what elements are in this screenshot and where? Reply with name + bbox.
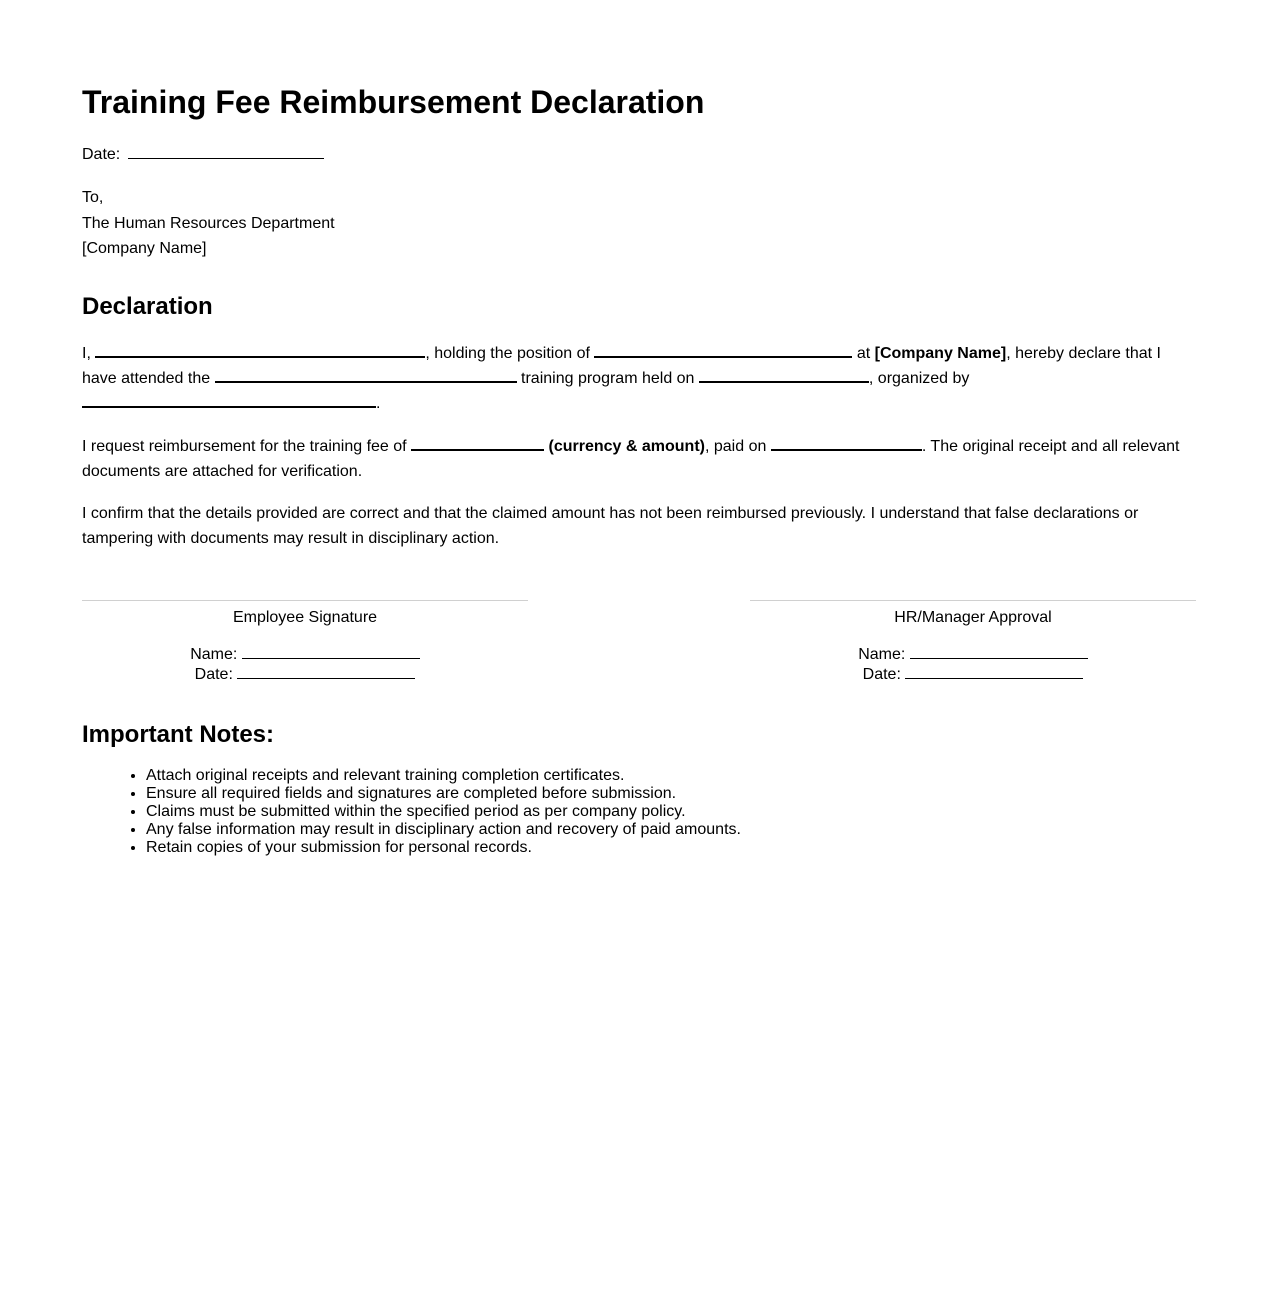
currency-amount-label: (currency & amount) — [548, 438, 705, 455]
approver-name-label: Name: — [858, 646, 906, 663]
employee-name-blank[interactable] — [95, 343, 425, 358]
employee-date-row — [82, 664, 528, 684]
employee-signature-title: Employee Signature — [232, 609, 378, 626]
p2-text-3: . The original receipt and all relevant documents are attached for verification. — [82, 438, 1180, 480]
notes-list — [82, 767, 741, 857]
position-blank[interactable] — [594, 343, 852, 358]
approver-date-label: Date: — [862, 666, 901, 683]
address-company: [Company Name] — [82, 240, 207, 257]
training-program-blank[interactable] — [215, 368, 517, 383]
declaration-paragraph-1 — [82, 341, 1194, 416]
list-item: • Claims must be submitted within the specified period as per company policy. — [146, 803, 741, 821]
organizer-blank[interactable] — [82, 393, 376, 408]
address-to: To, — [82, 189, 104, 206]
training-date-blank[interactable] — [699, 368, 869, 383]
date-blank[interactable] — [128, 144, 324, 159]
p2-text-1: I request reimbursement for the training fee of — [82, 438, 407, 455]
employee-name-label: Name: — [190, 646, 238, 663]
p1-text-5: training program held on — [521, 370, 695, 387]
approver-signature-block — [750, 600, 1196, 684]
p1-text-3: at — [856, 345, 871, 362]
date-label: Date: — [82, 146, 121, 163]
document-title: Training Fee Reimbursement Declaration — [82, 84, 705, 120]
address-department: The Human Resources Department — [82, 214, 335, 232]
p1-text-2: , holding the position of — [425, 345, 590, 362]
approver-date-row — [750, 664, 1196, 684]
approver-signature-title: HR/Manager Approval — [894, 609, 1052, 626]
declaration-paragraph-3: I confirm that the details provided are correct and that the claimed amount has not been reimbursed previously. I understand that false declarations or tampering with documents may result in disciplinary action. — [82, 505, 1139, 547]
p1-text-4: , hereby declare that I have attended the — [82, 345, 1161, 387]
employee-sig-date-blank[interactable] — [237, 664, 415, 679]
p2-text-2: , paid on — [704, 438, 767, 455]
company-name-placeholder: [Company Name] — [874, 345, 1007, 362]
notes-heading: Important Notes: — [82, 721, 274, 748]
employee-name-row — [82, 644, 528, 664]
approver-sig-name-blank[interactable] — [910, 644, 1088, 659]
list-item: • Attach original receipts and relevant training completion certificates. — [146, 767, 741, 785]
declaration-paragraph-2 — [82, 434, 1194, 484]
employee-sig-name-blank[interactable] — [242, 644, 420, 659]
list-item: • Ensure all required fields and signatures are completed before submission. — [146, 785, 741, 803]
list-item: • Retain copies of your submission for personal records. — [146, 839, 741, 857]
declaration-heading: Declaration — [82, 293, 213, 320]
p1-text-6: , organized by — [868, 370, 970, 387]
recipient-address — [82, 185, 335, 262]
approver-sig-date-blank[interactable] — [905, 664, 1083, 679]
list-item: • Any false information may result in disciplinary action and recovery of paid amounts. — [146, 821, 741, 839]
date-field — [82, 144, 324, 165]
paid-on-blank[interactable] — [771, 436, 922, 451]
employee-signature-block — [82, 600, 528, 684]
employee-date-label: Date: — [194, 666, 233, 683]
p1-text-7: . — [376, 395, 381, 412]
fee-amount-blank[interactable] — [411, 436, 544, 451]
p1-text-1: I, — [82, 345, 91, 362]
approver-name-row — [750, 644, 1196, 664]
